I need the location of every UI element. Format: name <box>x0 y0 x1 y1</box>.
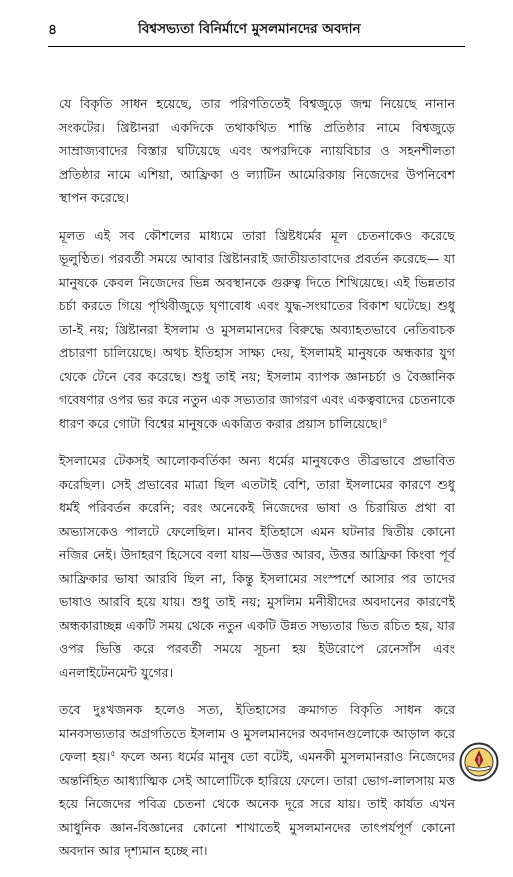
paragraph-text: যে বিকৃতি সাধন হয়েছে, তার পরিণতিতেই বিশ্বজুড়ে জন্ম নিয়েছে নানান সংকটের। খ্রিষ্টানরা একদিকে তথাকথিত শান্তি প্রতিষ্ঠার নামে বিশ্বজুড়ে সাম্রাজ্যবাদের বিস্তার ঘটিয়েছে এবং অপরদিকে ন্যায়বিচার ও সহনশীলতা প্রতিষ্ঠার নামে এশিয়া, আফ্রিকা ও ল্যাটিন আমেরিকায় নিজেদের উপনিবেশ স্থাপন করেছে। <box>59 96 455 205</box>
running-title: বিশ্বসভ্যতা বিনির্মাণে মুসলমানদের অবদান <box>138 21 361 37</box>
paragraph <box>59 449 455 684</box>
publisher-pen-logo-icon <box>459 742 499 782</box>
page-body <box>59 92 455 877</box>
paragraph <box>59 698 455 863</box>
footnote-marker: ৪ <box>382 415 388 425</box>
paragraph-text-continued: ফলে অন্য ধর্মের মানুষ তো বটেই, এমনকী মুসলমানরাও নিজেদের অন্তর্নিহিত আধ্যাত্মিক সেই আলোটিকে হারিয়ে ফেলে। তারা ভোগ-লালসায় মত্ত হয়ে নিজেদের পবিত্র চেতনা থেকে অনেক দূরে সরে যায়। তাই কার্যত এখন আধুনিক জ্ঞান-বিজ্ঞানের কোনো শাখাতেই মুসলমানদের তাৎপর্যপূর্ণ কোনো অবদান আর দৃশ্যমান হচ্ছে না। <box>59 749 455 858</box>
paragraph-text: মূলত এই সব কৌশলের মাধ্যমে তারা খ্রিষ্টধর্মের মূল চেতনাকেও করেছে ভূলুণ্ঠিত। পরবর্তী সময়ে আবার খ্রিষ্টানরাই জাতীয়তাবাদের প্রবর্তন করেছে— যা মানুষকে কেবল নিজেদের ভিন্ন অবস্থানকে গুরুত্ব দিতে শিখিয়েছে। এই ভিন্নতার চর্চা করতে গিয়ে পৃথিবীজুড়ে ঘৃণাবোধ এবং যুদ্ধ-সংঘাতের বিকাশ ঘটেছে। শুধু তা-ই নয়; খ্রিষ্টানরা ইসলাম ও মুসলমানদের বিরুদ্ধে অব্যাহতভাবে নেতিবাচক প্রচারণা চালিয়েছে। অথচ ইতিহাস সাক্ষ্য দেয়, ইসলামই মানুষকে অন্ধকার যুগ থেকে টেনে বের করেছে। শুধু তাই নয়; ইসলাম ব্যাপক জ্ঞানচর্চা ও বৈজ্ঞানিক গবেষণার ওপর ভর করে নতুন এক সভ্যতার জাগরণ এবং একত্ববাদের চেতনাকে ধারণ করে গোটা বিশ্বের মানুষকে একত্রিত করার প্রয়াস চালিয়েছে। <box>59 227 455 431</box>
page-number: ৪ <box>48 22 58 38</box>
footnote-marker: ৫ <box>110 748 116 758</box>
paragraph <box>59 224 455 436</box>
paragraph <box>59 92 455 210</box>
paragraph-text: ইসলামের টেকসই আলোকবর্তিকা অন্য ধর্মের মানুষকেও তীব্রভাবে প্রভাবিত করেছিল। সেই প্রভাবের মাত্রা ছিল এতটাই বেশি, তারা ইসলামের কারণে শুধু ধর্মই পরিবর্তন করেনি; বরং অনেকেই নিজেদের ভাষা ও চিরায়িত প্রথা বা অভ্যাসকেও পালটে ফেলেছিল। মানব ইতিহাসে এমন ঘটনার দ্বিতীয় কোনো নজির নেই। উদাহরণ হিসেবে বলা যায়—উত্তর আরব, উত্তর আফ্রিকা কিংবা পূর্ব আফ্রিকার ভাষা আরবি ছিল না, কিন্তু ইসলামের সংস্পর্শে আসার পর তাদের ভাষাও আরবি হয়ে যায়। শুধু তাই নয়; মুসলিম মনীষীদের অবদানের কারণেই অন্ধকারাচ্ছন্ন একটি সময় থেকে নতুন একটি উন্নত সভ্যতার ভিত রচিত হয়, যার ওপর ভিত্তি করে পরবর্তী সময়ে সূচনা হয় ইউরোপে রেনেসাঁস এবং এনলাইটেনমেন্ট যুগের। <box>59 453 455 680</box>
page-header <box>48 18 465 40</box>
paragraph-text: তবে দুঃখজনক হলেও সত্য, ইতিহাসের ক্রমাগত বিকৃতি সাধন করে মানবসভ্যতার অগ্রগতিতে ইসলাম ও মুসলমানদের অবদানগুলোকে আড়াল করে ফেলা হয়। <box>59 702 455 764</box>
header-rule <box>48 46 465 47</box>
